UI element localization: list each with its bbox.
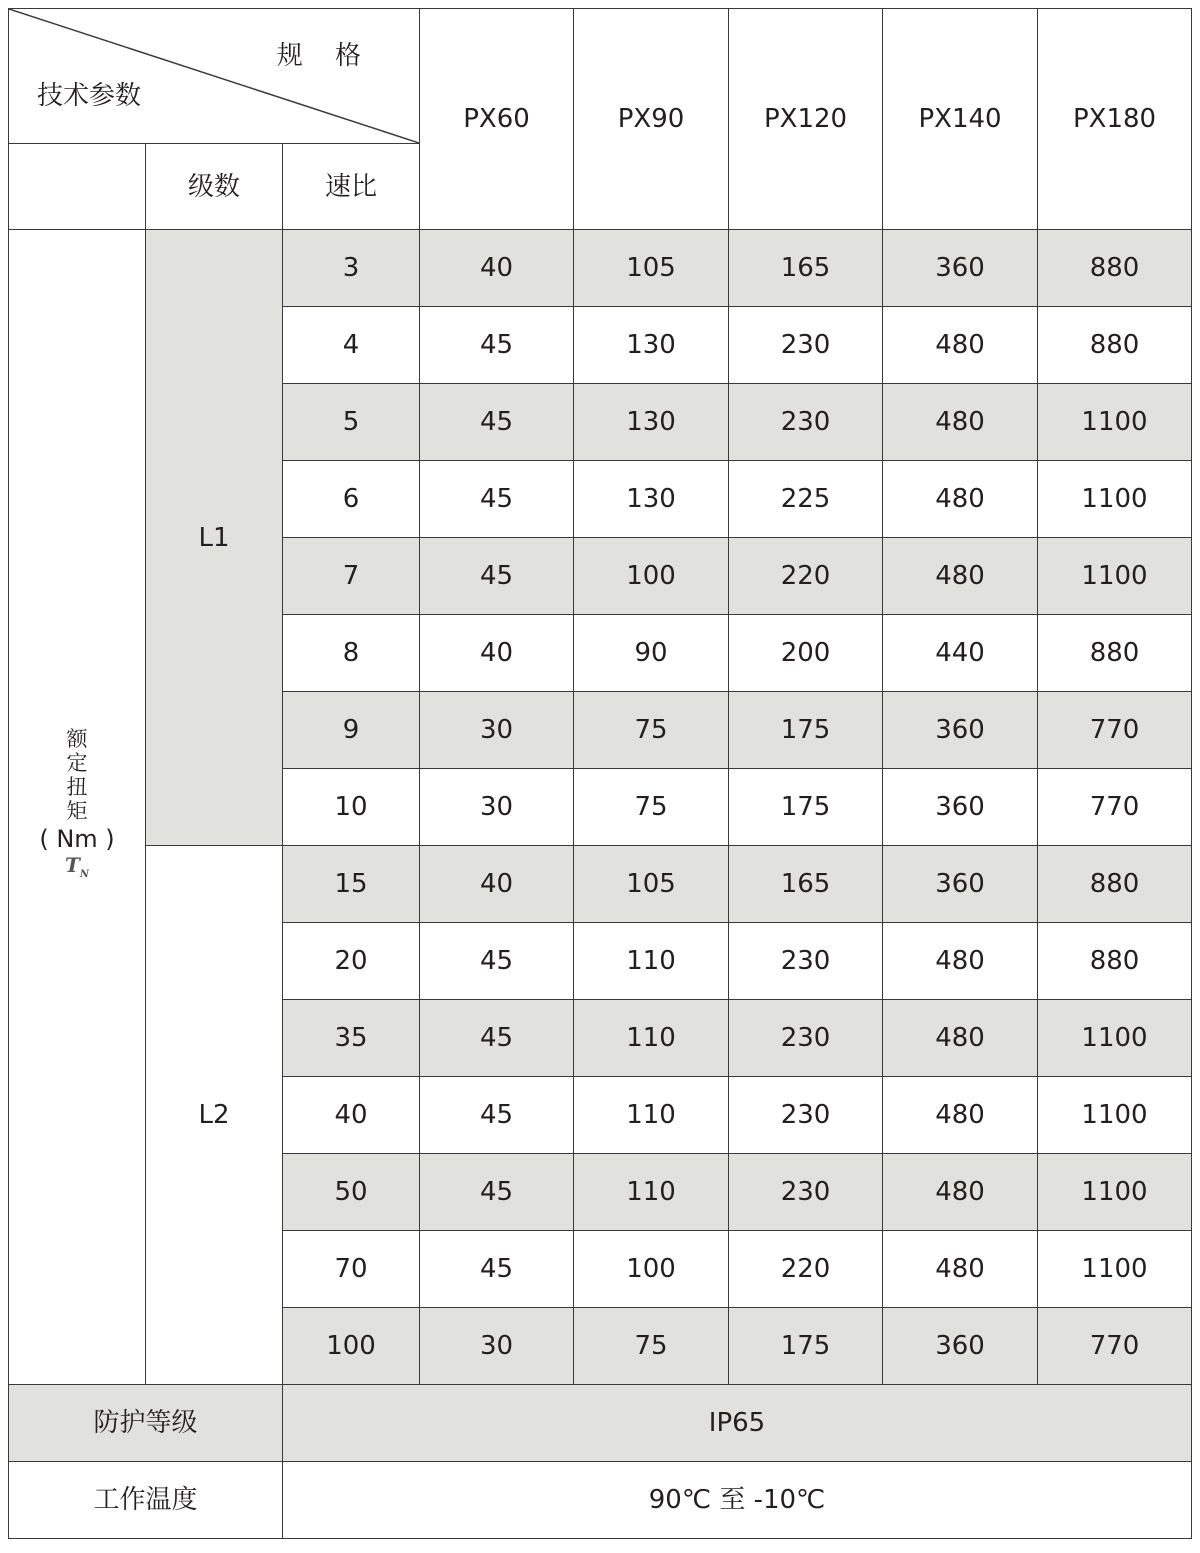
torque-value-cell: 1100 — [1038, 461, 1192, 538]
ratio-cell: 70 — [283, 1231, 420, 1308]
torque-value-cell: 30 — [420, 1308, 574, 1385]
rated-torque-label-cell — [9, 230, 146, 1385]
torque-label-char: 扭 — [66, 775, 88, 799]
torque-value-cell: 440 — [883, 615, 1038, 692]
header-row-1 — [9, 9, 1192, 144]
ratio-cell: 4 — [283, 307, 420, 384]
ratio-cell: 6 — [283, 461, 420, 538]
torque-value-cell: 480 — [883, 538, 1038, 615]
torque-value-cell: 45 — [420, 461, 574, 538]
torque-label-char: 额 — [66, 727, 88, 751]
model-header: PX120 — [729, 9, 883, 230]
torque-symbol-subscript: N — [79, 869, 89, 880]
ratio-cell: 40 — [283, 1077, 420, 1154]
protection-label: 防护等级 — [9, 1385, 283, 1462]
torque-value-cell: 110 — [574, 1000, 729, 1077]
torque-value-cell: 45 — [420, 923, 574, 1000]
torque-value-cell: 880 — [1038, 307, 1192, 384]
table-row — [9, 846, 1192, 923]
torque-value-cell: 480 — [883, 923, 1038, 1000]
tech-params-label: 技术参数 — [37, 81, 142, 111]
torque-value-cell: 770 — [1038, 692, 1192, 769]
torque-value-cell: 30 — [420, 692, 574, 769]
torque-value-cell: 75 — [574, 692, 729, 769]
ratio-cell: 3 — [283, 230, 420, 307]
ratio-cell: 50 — [283, 1154, 420, 1231]
temperature-label: 工作温度 — [9, 1462, 283, 1539]
torque-value-cell: 40 — [420, 615, 574, 692]
ratio-cell: 5 — [283, 384, 420, 461]
torque-value-cell: 100 — [574, 1231, 729, 1308]
torque-label-char: 矩 — [66, 799, 88, 823]
diagonal-header-cell — [9, 9, 420, 144]
protection-row — [9, 1385, 1192, 1462]
torque-value-cell: 480 — [883, 1154, 1038, 1231]
torque-value-cell: 40 — [420, 846, 574, 923]
diagonal-line — [9, 9, 419, 143]
temperature-row — [9, 1462, 1192, 1539]
torque-value-cell: 130 — [574, 307, 729, 384]
torque-value-cell: 225 — [729, 461, 883, 538]
torque-value-cell: 165 — [729, 846, 883, 923]
ratio-cell: 35 — [283, 1000, 420, 1077]
torque-value-cell: 360 — [883, 1308, 1038, 1385]
torque-symbol — [39, 853, 114, 887]
torque-value-cell: 770 — [1038, 769, 1192, 846]
ratio-cell: 15 — [283, 846, 420, 923]
torque-value-cell: 45 — [420, 1077, 574, 1154]
torque-value-cell: 165 — [729, 230, 883, 307]
torque-value-cell: 230 — [729, 1077, 883, 1154]
torque-value-cell: 1100 — [1038, 1231, 1192, 1308]
torque-value-cell: 220 — [729, 538, 883, 615]
torque-value-cell: 480 — [883, 384, 1038, 461]
torque-value-cell: 130 — [574, 384, 729, 461]
ratio-header: 速比 — [283, 144, 420, 230]
torque-value-cell: 75 — [574, 1308, 729, 1385]
torque-value-cell: 40 — [420, 230, 574, 307]
model-header: PX60 — [420, 9, 574, 230]
model-header: PX180 — [1038, 9, 1192, 230]
torque-unit: ( Nm ) — [39, 825, 115, 853]
torque-value-cell: 230 — [729, 307, 883, 384]
torque-label-char: 定 — [66, 751, 88, 775]
torque-value-cell: 220 — [729, 1231, 883, 1308]
torque-value-cell: 360 — [883, 230, 1038, 307]
torque-value-cell: 45 — [420, 307, 574, 384]
ratio-cell: 9 — [283, 692, 420, 769]
torque-value-cell: 45 — [420, 384, 574, 461]
torque-value-cell: 90 — [574, 615, 729, 692]
torque-value-cell: 110 — [574, 1154, 729, 1231]
ratio-cell: 8 — [283, 615, 420, 692]
torque-value-cell: 110 — [574, 1077, 729, 1154]
torque-value-cell: 480 — [883, 307, 1038, 384]
spec-header-label: 规 格 — [276, 41, 374, 71]
torque-value-cell: 1100 — [1038, 384, 1192, 461]
temperature-value: 90℃ 至 -10℃ — [283, 1462, 1192, 1539]
stage-cell: L2 — [146, 846, 283, 1385]
model-header: PX140 — [883, 9, 1038, 230]
torque-value-cell: 1100 — [1038, 1154, 1192, 1231]
ratio-cell: 7 — [283, 538, 420, 615]
torque-value-cell: 105 — [574, 846, 729, 923]
torque-value-cell: 1100 — [1038, 1000, 1192, 1077]
torque-value-cell: 1100 — [1038, 538, 1192, 615]
table-row — [9, 230, 1192, 307]
spec-table — [8, 8, 1192, 1539]
torque-value-cell: 30 — [420, 769, 574, 846]
torque-value-cell: 175 — [729, 692, 883, 769]
ratio-cell: 20 — [283, 923, 420, 1000]
torque-value-cell: 230 — [729, 1154, 883, 1231]
torque-value-cell: 480 — [883, 1231, 1038, 1308]
ratio-cell: 10 — [283, 769, 420, 846]
model-header: PX90 — [574, 9, 729, 230]
torque-value-cell: 360 — [883, 769, 1038, 846]
stage-header: 级数 — [146, 144, 283, 230]
torque-value-cell: 480 — [883, 1000, 1038, 1077]
torque-value-cell: 45 — [420, 1154, 574, 1231]
torque-value-cell: 360 — [883, 692, 1038, 769]
torque-value-cell: 360 — [883, 846, 1038, 923]
torque-value-cell: 200 — [729, 615, 883, 692]
stage-cell: L1 — [146, 230, 283, 846]
torque-value-cell: 230 — [729, 384, 883, 461]
torque-value-cell: 45 — [420, 538, 574, 615]
torque-value-cell: 175 — [729, 769, 883, 846]
torque-symbol-letter: T — [64, 853, 80, 877]
torque-value-cell: 175 — [729, 1308, 883, 1385]
torque-value-cell: 105 — [574, 230, 729, 307]
empty-header-cell — [9, 144, 146, 230]
torque-value-cell: 880 — [1038, 615, 1192, 692]
rated-torque-label — [39, 727, 114, 887]
torque-value-cell: 480 — [883, 1077, 1038, 1154]
torque-value-cell: 130 — [574, 461, 729, 538]
torque-value-cell: 1100 — [1038, 1077, 1192, 1154]
torque-value-cell: 75 — [574, 769, 729, 846]
torque-value-cell: 45 — [420, 1231, 574, 1308]
torque-value-cell: 100 — [574, 538, 729, 615]
torque-value-cell: 110 — [574, 923, 729, 1000]
torque-value-cell: 230 — [729, 1000, 883, 1077]
torque-value-cell: 480 — [883, 461, 1038, 538]
torque-value-cell: 230 — [729, 923, 883, 1000]
torque-value-cell: 45 — [420, 1000, 574, 1077]
torque-value-cell: 880 — [1038, 923, 1192, 1000]
ratio-cell: 100 — [283, 1308, 420, 1385]
protection-value: IP65 — [283, 1385, 1192, 1462]
torque-value-cell: 880 — [1038, 230, 1192, 307]
torque-value-cell: 880 — [1038, 846, 1192, 923]
torque-value-cell: 770 — [1038, 1308, 1192, 1385]
